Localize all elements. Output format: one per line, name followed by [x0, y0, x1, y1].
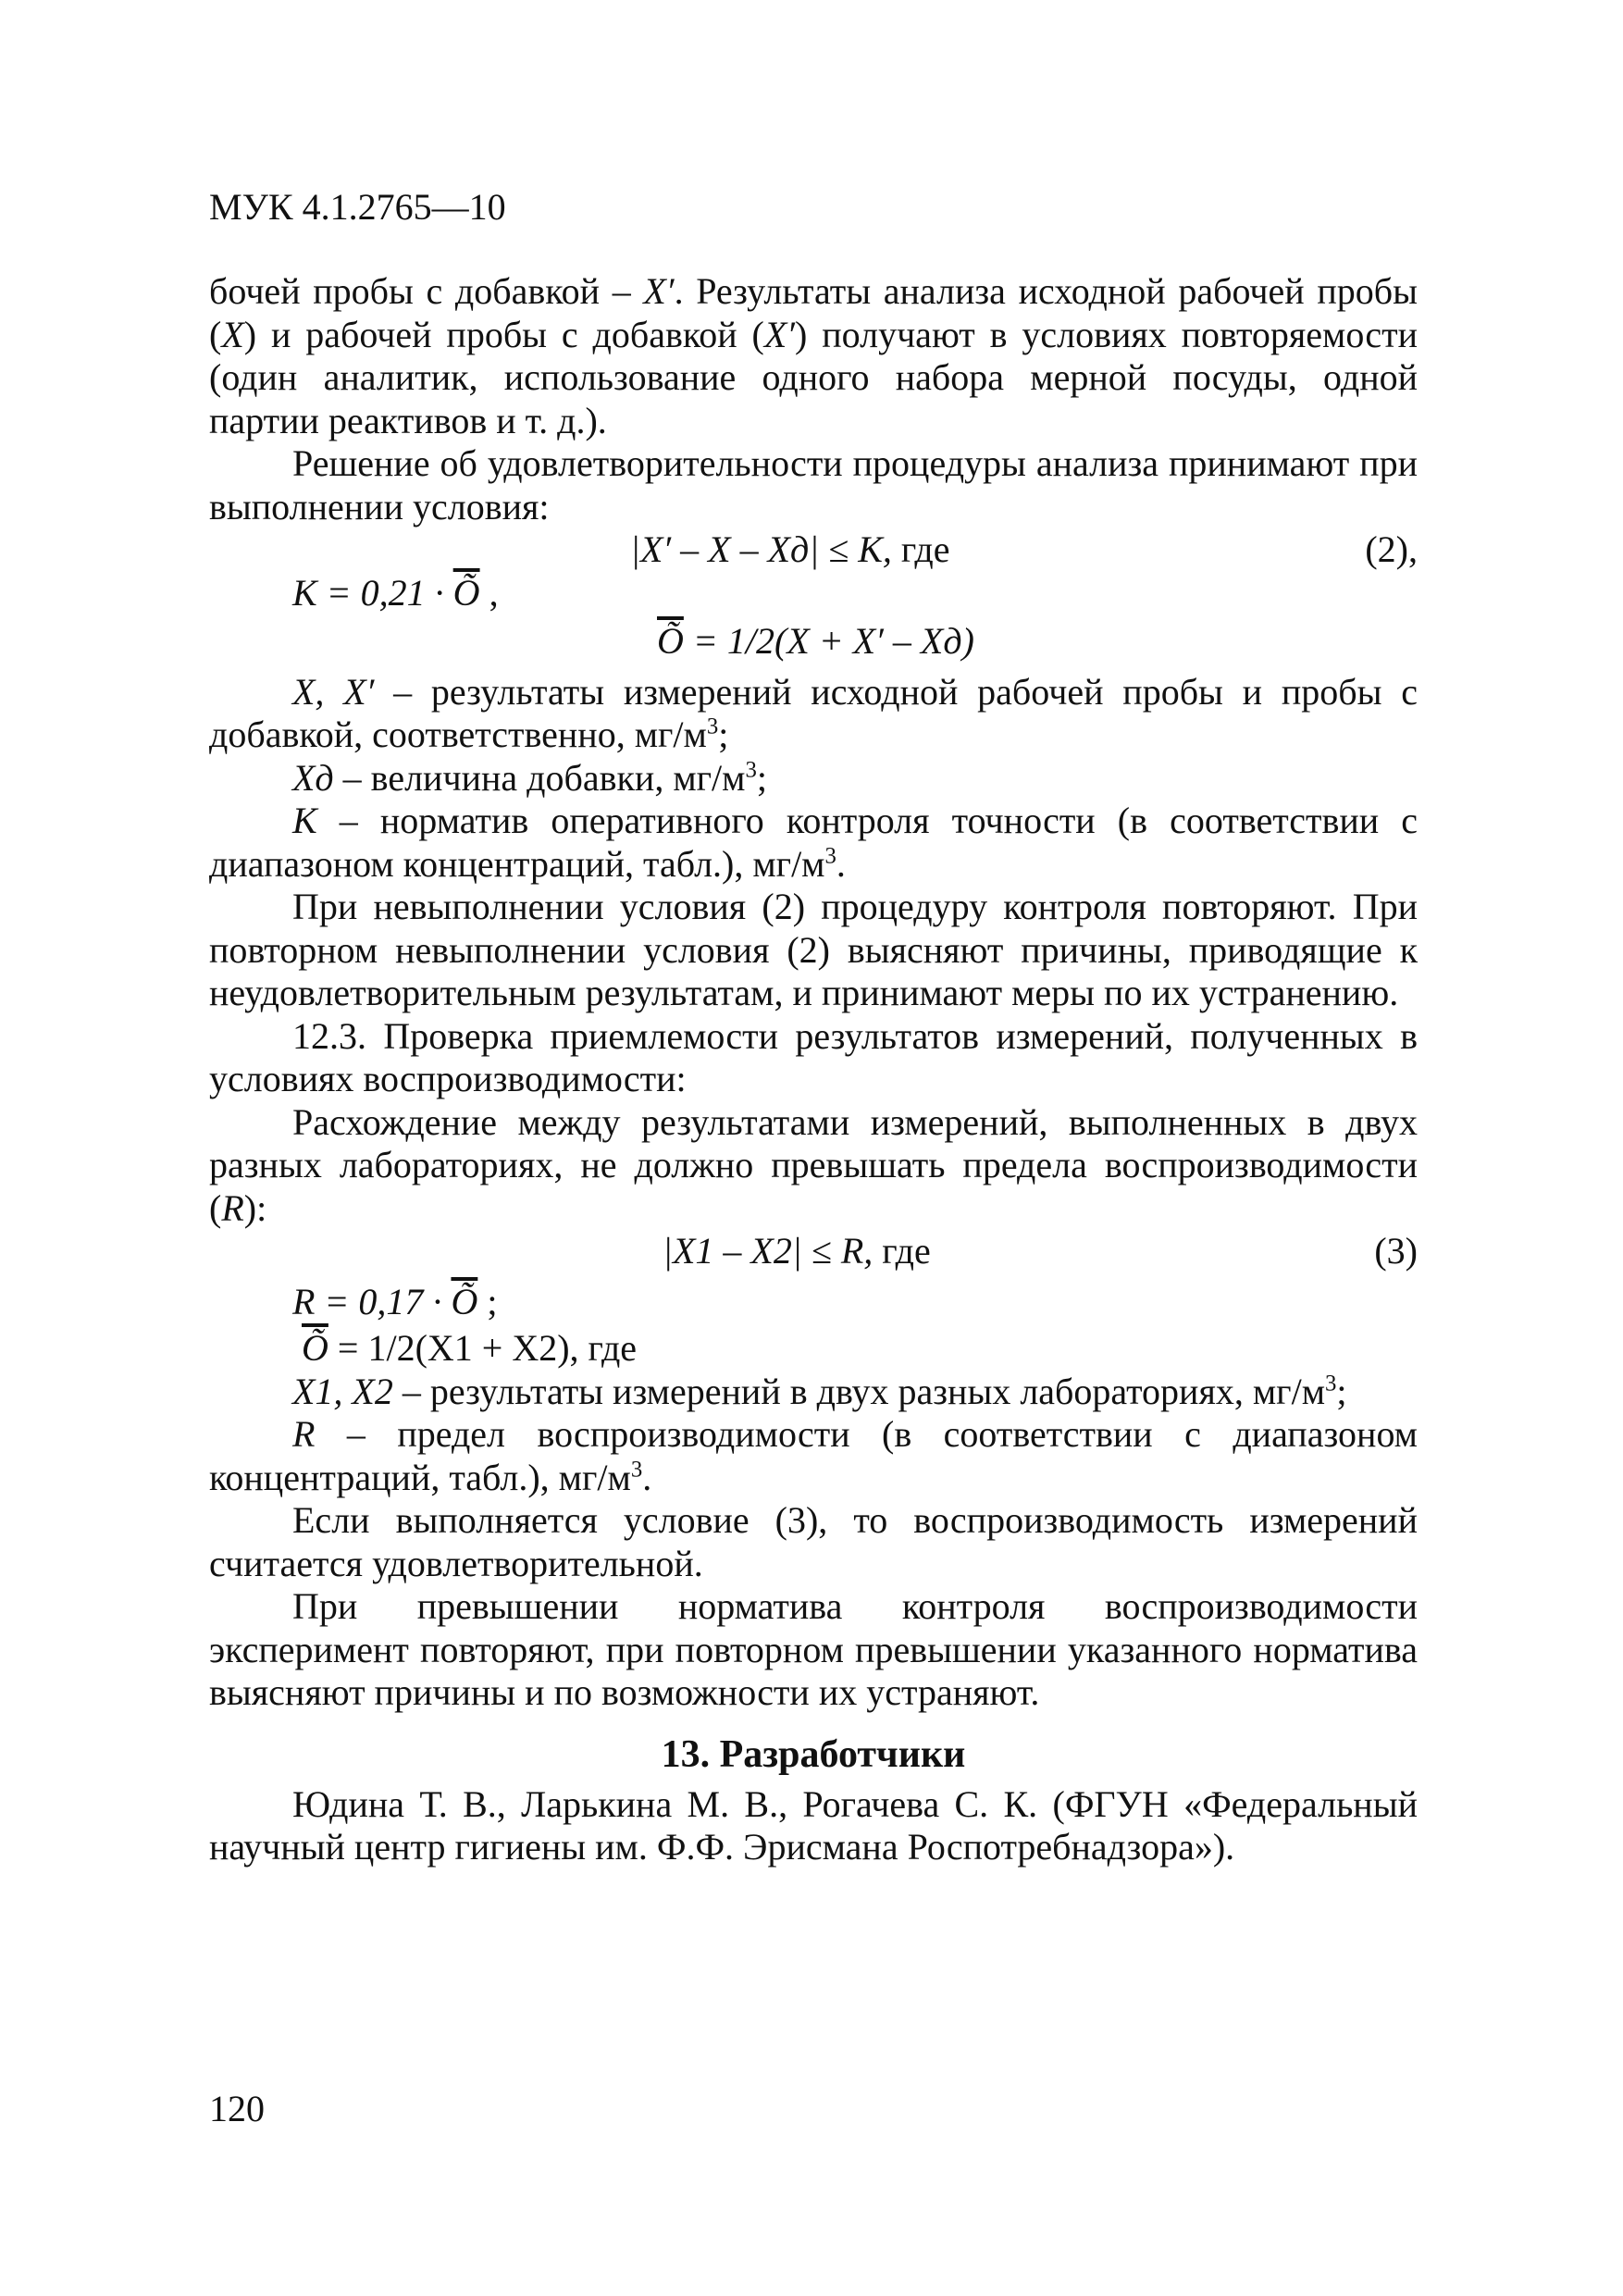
- paragraph-exceed: При превышении норматива контроля воспроизводимости эксперимент повторяют, при повторном превышении указанного норматива выясняют причины и по возможности их устраняют.: [209, 1585, 1418, 1713]
- paragraph-12-3: 12.3. Проверка приемлемости результатов измерений, полученных в условиях воспроизводимости:: [209, 1014, 1418, 1099]
- mean-symbol: $\overline{Õ}$: [657, 620, 684, 662]
- equation-2-expression: |X′ – X – Xд| ≤ K,: [630, 528, 892, 570]
- text-run: – норматив оперативного контроля точности (в соответствии с диапазоном концентраций, табл.), мг/м: [209, 800, 1418, 885]
- paragraph-condition-3: Если выполняется условие (3), то воспроизводимость измерений считается удовлетворительной.: [209, 1499, 1418, 1584]
- definition-k: [209, 800, 1418, 886]
- text-run: – предел воспроизводимости (в соответствии с диапазоном концентраций, табл.), мг/м: [209, 1413, 1418, 1498]
- equation-k-expression: K = 0,21 ·: [292, 571, 453, 614]
- paragraph-repeat-control: При невыполнении условия (2) процедуру контроля повторяют. При повторном невыполнении условия (2) выясняют причины, приводящие к неудовлетворительным результатам, и принимают меры по их устранению.: [209, 886, 1418, 1013]
- equation-mean-2: [209, 1327, 1418, 1371]
- symbol-x-prime: X′: [763, 313, 796, 355]
- mean-symbol: $\overline{Õ}$: [452, 571, 480, 614]
- symbol-xd: Xд: [292, 756, 334, 799]
- section-heading-developers: 13. Разработчики: [661, 1732, 966, 1776]
- symbol-x-prime: X′: [643, 270, 675, 312]
- equation-r-expression: R = 0,17 ·: [292, 1280, 452, 1322]
- definition-r: [209, 1413, 1418, 1499]
- superscript-3: 3: [706, 714, 719, 739]
- text-run: – результаты измерений исходной рабочей пробы и пробы с добавкой, соответственно, мг/м: [209, 670, 1418, 755]
- text-run: .: [642, 1456, 652, 1498]
- paragraph-authors: Юдина Т. В., Ларькина М. В., Рогачева С. К. (ФГУН «Федеральный научный центр гигиены им. Ф.Ф. Эрисмана Роспотребнадзора»).: [209, 1782, 1418, 1868]
- equation-mean-1: [209, 620, 1418, 664]
- definition-x: [209, 671, 1418, 757]
- paragraph-repeatability-intro: [209, 270, 1418, 442]
- symbol-x1-x2: X1, X2: [292, 1370, 393, 1412]
- equation-k: [209, 572, 1418, 615]
- text-run: ) и рабочей пробы с добавкой (: [243, 313, 764, 355]
- page-body: [209, 270, 1418, 1869]
- equation-r-tail: ;: [477, 1280, 498, 1322]
- text-run: ;: [718, 714, 729, 755]
- symbol-r: R: [292, 1413, 316, 1455]
- symbol-r: R: [221, 1186, 244, 1229]
- symbol-x: X: [221, 313, 244, 355]
- symbol-k: K: [292, 800, 317, 841]
- text-run: – результаты измерений в двух разных лабораториях, мг/м: [392, 1370, 1326, 1412]
- equation-2-number: (2),: [1365, 528, 1418, 570]
- equation-3-number: (3): [1374, 1230, 1418, 1272]
- equation-mean-2-expression: = 1/2(X1 + X2), где: [328, 1327, 638, 1369]
- text-run: .: [836, 842, 846, 885]
- paragraph-decision: Решение об удовлетворительности процедуры анализа принимают при выполнении условия:: [209, 442, 1418, 527]
- equation-2-where: где: [891, 528, 950, 570]
- symbol-x-xprime: X, X′: [292, 670, 375, 713]
- page-number: 120: [209, 2088, 265, 2129]
- running-header: МУК 4.1.2765—10: [209, 186, 506, 228]
- equation-mean-1-expression: = 1/2(X + X′ – Xд): [683, 620, 974, 662]
- equation-3-where: где: [873, 1230, 931, 1272]
- mean-symbol: $\overline{Õ}$: [451, 1280, 478, 1322]
- text-run: ):: [243, 1186, 267, 1229]
- text-run: . Результаты анализа исходной рабочей пробы (: [209, 270, 1418, 355]
- equation-2: [209, 528, 1418, 572]
- definition-xd: [209, 757, 1418, 800]
- superscript-3: 3: [824, 843, 836, 869]
- superscript-3: 3: [745, 757, 757, 783]
- mean-symbol: $\overline{Õ}$: [302, 1327, 328, 1369]
- superscript-3: 3: [1325, 1371, 1337, 1396]
- text-run: ;: [756, 756, 767, 799]
- text-run: Расхождение между результатами измерений, выполненных в двух разных лабораториях, не должно превышать предела воспроизводимости (: [209, 1100, 1418, 1229]
- definition-x1-x2: [209, 1371, 1418, 1414]
- text-run: бочей пробы с добавкой –: [209, 270, 644, 312]
- text-run: ;: [1336, 1370, 1347, 1412]
- equation-r: [209, 1281, 1418, 1324]
- equation-3-expression: |X1 – X2| ≤ R,: [663, 1230, 873, 1272]
- equation-k-tail: ,: [479, 571, 499, 614]
- equation-3: [209, 1230, 1418, 1273]
- text-run: ) получают в условиях повторяемости (один аналитик, использование одного набора мерной посуды, одной партии реактивов и т. д.).: [209, 313, 1418, 441]
- superscript-3: 3: [630, 1457, 643, 1483]
- text-run: – величина добавки, мг/м: [333, 756, 746, 799]
- paragraph-reproducibility: [209, 1101, 1418, 1231]
